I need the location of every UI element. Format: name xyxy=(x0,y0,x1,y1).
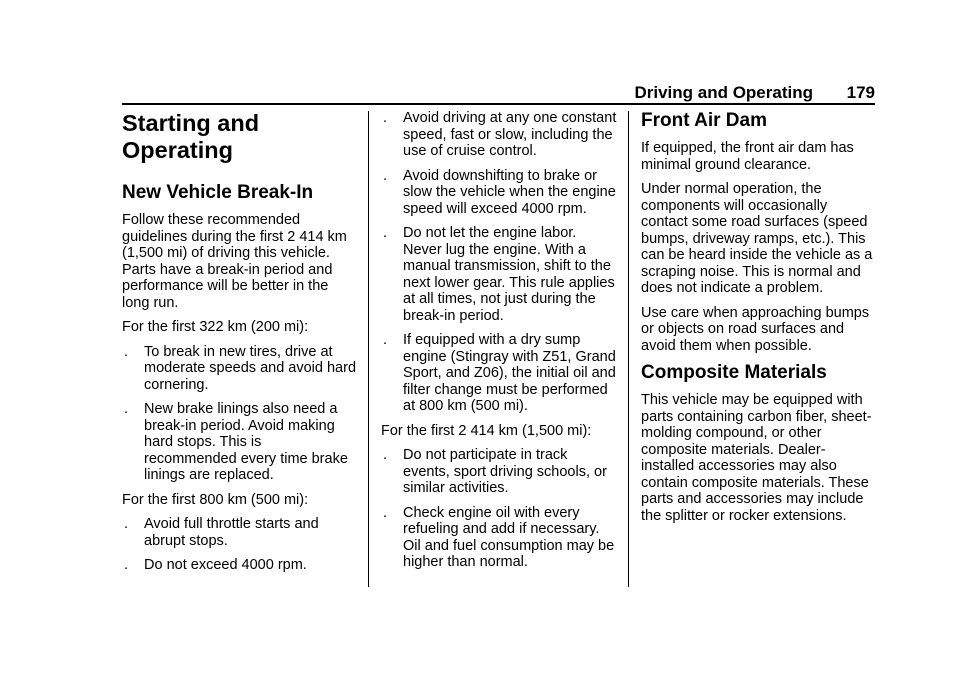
bullet-mark: . xyxy=(383,332,388,348)
break-in-heading: New Vehicle Break-In xyxy=(122,182,314,203)
list-item-text: Do not participate in track events, sport driving schools, or similar activities. xyxy=(403,447,607,496)
header-rule xyxy=(122,103,875,105)
list-item-text: Avoid downshifting to brake or slow the vehicle when the engine speed will exceed 4000 rpm. xyxy=(403,167,616,217)
composite-paragraph: This vehicle may be equipped with parts containing carbon fiber, sheet-molding compound, or other composite materials. Dealer-installed accessories may also contain composite materials. These parts and accessories may include the splitter or rocker extensions. xyxy=(641,392,872,524)
list-item xyxy=(381,332,617,415)
first-322-lead: For the first 322 km (200 mi): xyxy=(122,319,309,335)
list-item-text: If equipped with a dry sump engine (Stingray with Z51, Grand Sport, and Z06), the initial oil and filter change must be performed at 800 km (500 mi). xyxy=(403,332,616,414)
header-section-title: Driving and Operating xyxy=(634,83,813,102)
front-air-dam-heading: Front Air Dam xyxy=(641,110,767,131)
column-1 xyxy=(122,110,358,582)
list-item xyxy=(122,401,358,484)
chapter-title: Starting and Operating xyxy=(122,110,260,163)
list-item-text: Check engine oil with every refueling and add if necessary. Oil and fuel consumption may be higher than normal. xyxy=(403,504,615,570)
list-item-text: Avoid driving at any one constant speed, fast or slow, including the use of cruise control. xyxy=(403,110,617,159)
list-item-text: Avoid full throttle starts and abrupt stops. xyxy=(144,516,319,549)
list-item xyxy=(122,344,358,394)
column-divider-1 xyxy=(368,111,369,587)
list-item xyxy=(381,225,617,324)
list-item xyxy=(122,557,358,574)
list-item xyxy=(381,168,617,218)
page-header xyxy=(122,84,875,102)
break-in-intro: Follow these recommended guidelines during the first 2 414 km (1,500 mi) of driving this vehicle. Parts have a break-in period and performance will be better in the long run. xyxy=(122,212,347,311)
list-item-text: To break in new tires, drive at moderate speeds and avoid hard cornering. xyxy=(144,343,357,393)
list-item xyxy=(381,110,617,160)
air-dam-paragraph-3: Use care when approaching bumps or objects on road surfaces and avoid them when possible. xyxy=(641,304,870,354)
list-item xyxy=(381,447,617,497)
bullet-mark: . xyxy=(124,557,129,573)
column-divider-2 xyxy=(628,111,629,587)
list-item-text: New brake linings also need a break-in period. Avoid making hard stops. This is recommended every time brake linings are replaced. xyxy=(144,401,348,483)
first-800-lead: For the first 800 km (500 mi): xyxy=(122,491,309,508)
list-item-text: Do not exceed 4000 rpm. xyxy=(144,557,307,573)
bullet-mark: . xyxy=(383,110,388,126)
air-dam-paragraph-2: Under normal operation, the components will occasionally contact some road surfaces (speed bumps, driveway ramps, etc.). This can be heard inside the vehicle as a scraping noise. This is normal and does not indicate a problem. xyxy=(641,181,873,296)
first-2414-lead: For the first 2 414 km (1,500 mi): xyxy=(381,422,592,439)
list-item-text: Do not let the engine labor. Never lug the engine. With a manual transmission, shift to the next lower gear. This rule applies at all times, not just during the break-in period. xyxy=(403,225,615,324)
bullet-mark: . xyxy=(124,401,129,417)
list-item xyxy=(381,505,617,571)
list-item xyxy=(122,516,358,549)
page-number: 179 xyxy=(846,83,875,102)
bullet-mark: . xyxy=(383,504,388,521)
bullet-mark: . xyxy=(124,516,129,532)
bullet-mark: . xyxy=(383,447,388,463)
bullet-mark: . xyxy=(383,167,388,184)
column-2 xyxy=(381,110,617,579)
bullet-mark: . xyxy=(383,225,388,241)
air-dam-paragraph-1: If equipped, the front air dam has minimal ground clearance. xyxy=(641,140,854,173)
composite-materials-heading: Composite Materials xyxy=(641,362,827,383)
column-3 xyxy=(641,110,877,532)
bullet-mark: . xyxy=(124,343,129,360)
